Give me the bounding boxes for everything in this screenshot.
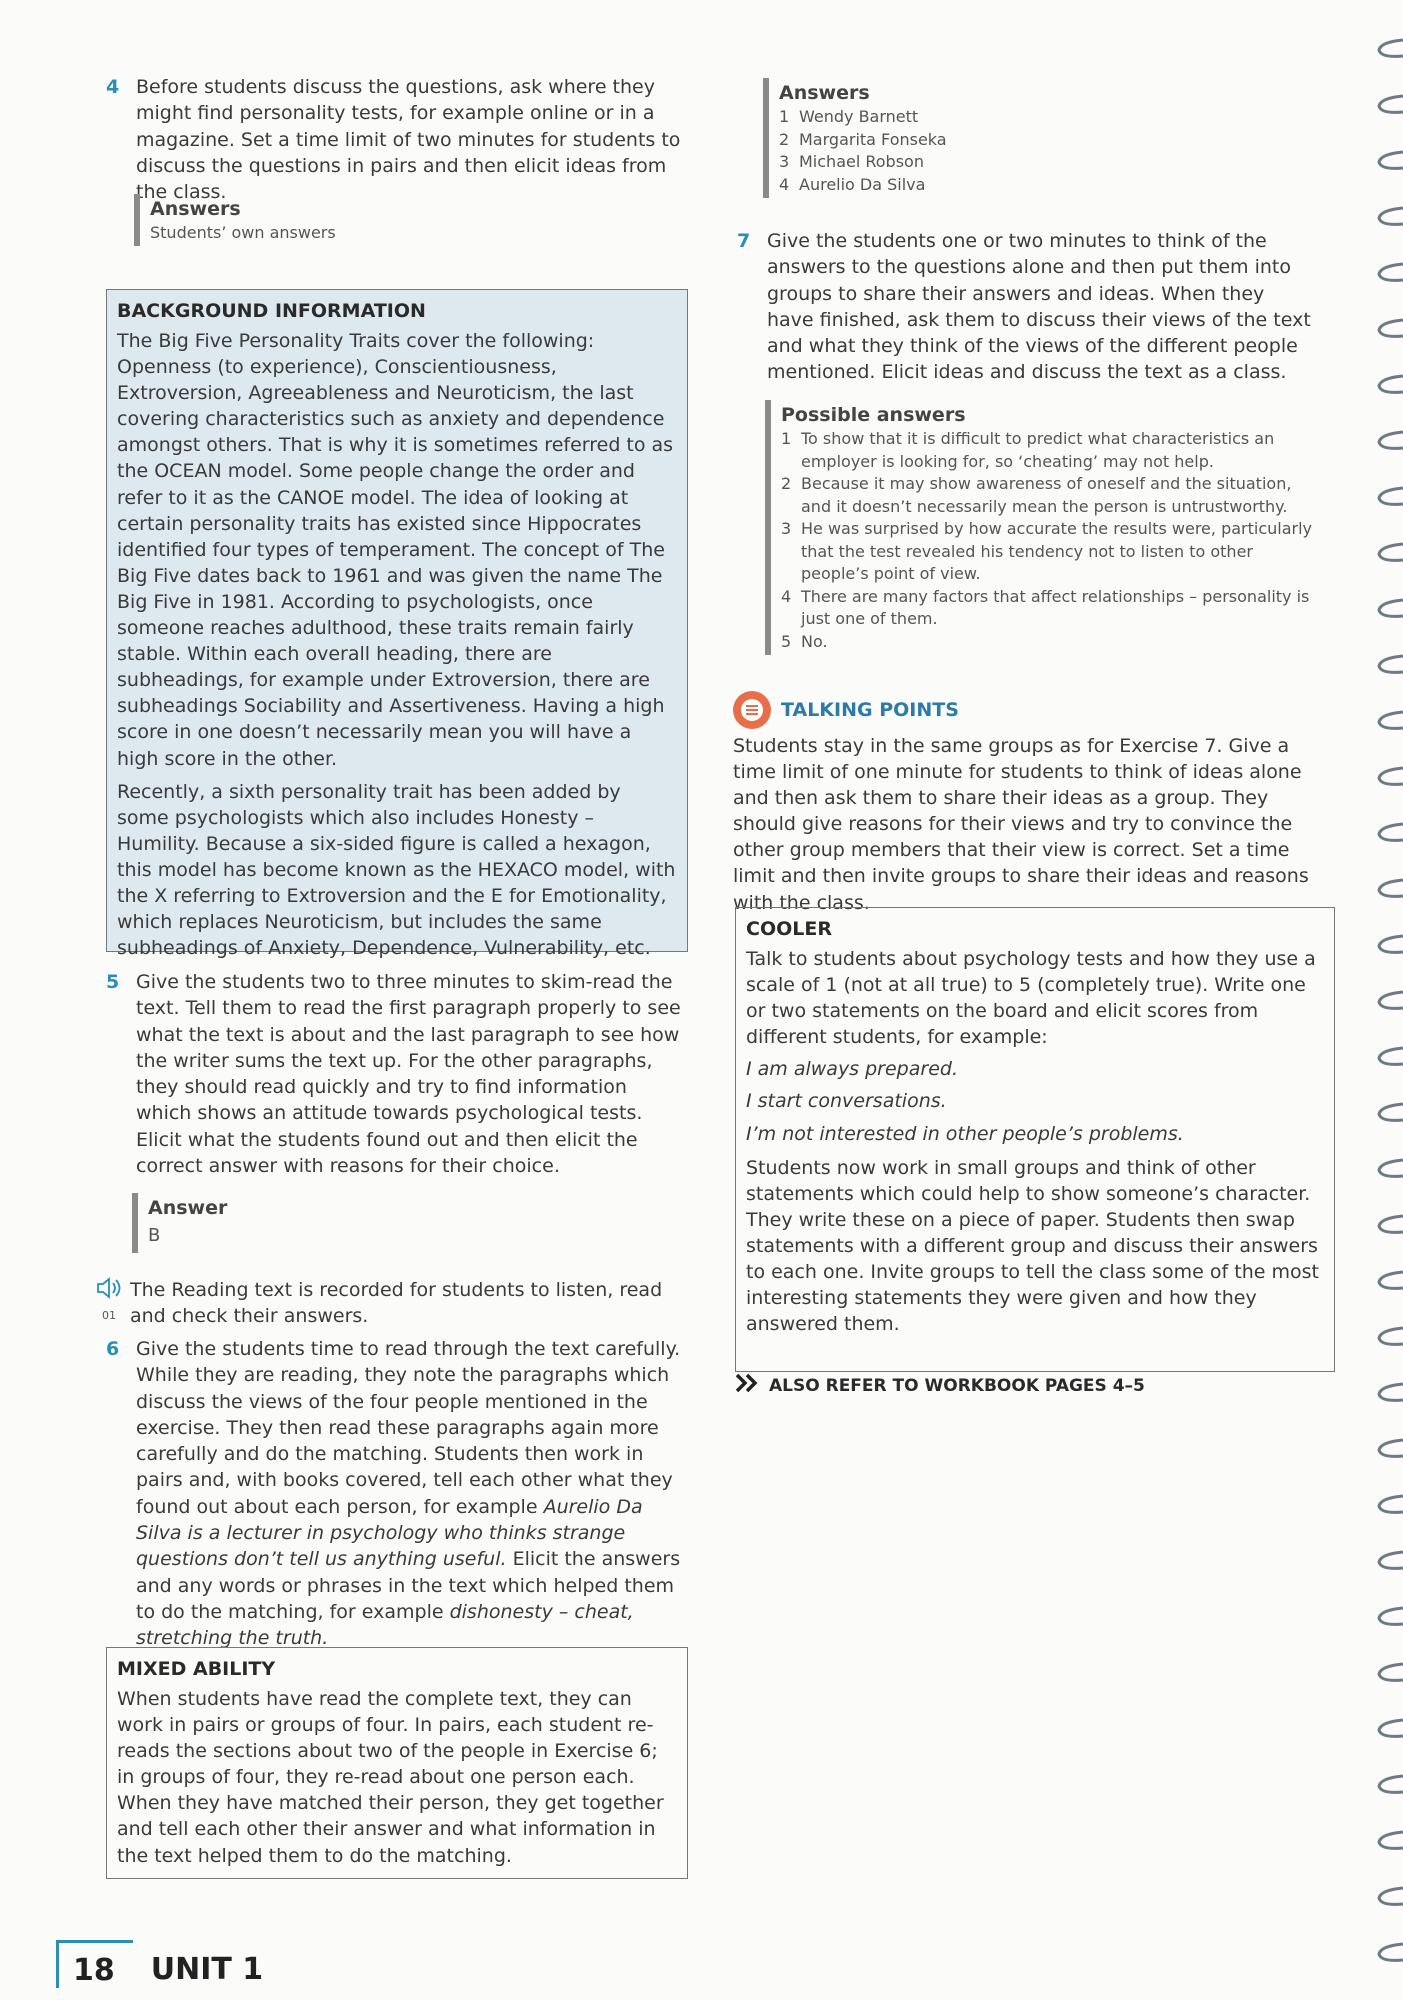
exercise-text: Before students discuss the questions, ask where they might find personality tests, for example online or in a magazine. Set a time limit of two minutes for students to discuss the questions in pairs and then elicit ideas from the class. [136, 76, 681, 204]
exercise-7 [733, 228, 1315, 386]
background-paragraph-1: The Big Five Personality Traits cover the following: Openness (to experience), Conscientiousness, Extroversion, Agreeableness and Neuroticism, the last covering characteristics such as anxiety and dependence amongst others. That is why it is sometimes referred to as the OCEAN model. Some people change the order and refer to it as the CANOE model. The idea of looking at certain personality traits has existed since Hippocrates identified four types of temperament. The concept of The Big Five dates back to 1961 and was given the name The Big Five in 1981. According to psychologists, once someone reaches adulthood, these traits remain fairly stable. Within each overall heading, there are subheadings, for example under Extroversion, there are subheadings Sociability and Assertiveness. Having a high score in one doesn’t necessarily mean you will have a high score in the other. [117, 330, 674, 770]
list-item: 3 Michael Robson [779, 152, 924, 171]
cooler-paragraph-2: Students now work in small groups and think of other statements which could help to show someone’s character. They write these on a piece of paper. Students then swap statements with a different group and discuss their answers to each one. Invite groups to tell the class some of the most interesting statements they were given and how they answered them. [746, 1156, 1319, 1336]
list-item: 4 There are many factors that affect relationships – personality is just one of them. [781, 586, 1310, 628]
spiral-binding-decoration [1372, 0, 1403, 2000]
list-item: 2 Because it may show awareness of oneself and the situation, and it doesn’t necessarily mean the person is untrustworthy. [781, 474, 1292, 516]
background-information-box [106, 289, 688, 960]
answers-box-ex4 [134, 194, 634, 246]
exercise-number: 5 [106, 971, 120, 993]
box-title: BACKGROUND INFORMATION [117, 300, 426, 322]
audio-note [96, 1277, 686, 1330]
answers-list [779, 106, 1163, 196]
list-item: 2 Margarita Fonseka [779, 129, 947, 149]
page-footer [56, 1940, 263, 1988]
speaker-icon [96, 1277, 130, 1330]
answer-box-ex5 [132, 1193, 532, 1253]
workbook-reference [735, 1373, 1235, 1398]
answers-box-ex6 [763, 78, 1163, 198]
list-item: 3 He was surprised by how accurate the results were, particularly that the test revealed his tendency not to listen to other people’s point of view. [781, 519, 1313, 583]
possible-answers-heading: Possible answers [781, 404, 966, 426]
exercise-text: Give the students time to read through the text carefully. While they are reading, they note the paragraphs which discuss the views of the four people mentioned in the exercise. They then read these paragraphs again more carefully and do the matching. Students then work in pairs and, with books covered, tell each other what they found out about each person, for example Aurelio Da Silva is a lecturer in psychology who thinks strange questions don’t tell us anything useful. Elicit the answers and any words or phrases in the text which helped them to do the matching, for example dishonesty – cheat, stretching the truth. [136, 1338, 681, 1650]
list-item: 1 Wendy Barnett [779, 107, 919, 126]
speech-bubble-icon [733, 691, 771, 729]
answer-heading: Answer [148, 1197, 228, 1219]
answer-body: B [148, 1225, 161, 1246]
exercise-5 [102, 969, 686, 1179]
answers-body: Students’ own answers [150, 223, 336, 242]
background-paragraph-2: Recently, a sixth personality trait has been added by some psychologists which also includes Honesty – Humility. Because a six-sided figure is called a hexagon, this model has become known as the HEXACO model, with the X referring to Extroversion and the E for Emotionality, which replaces Neuroticism, but includes the same subheadings of Anxiety, Dependence, Vulnerability, etc. [117, 780, 676, 960]
workbook-reference-text: ALSO REFER TO WORKBOOK PAGES 4–5 [769, 1375, 1145, 1396]
exercise-6 [102, 1336, 686, 1652]
unit-label: UNIT 1 [150, 1951, 264, 1987]
box-title: COOLER [746, 918, 832, 940]
talking-points-title: TALKING POINTS [781, 699, 959, 721]
exercise-text: Give the students two to three minutes to skim-read the text. Tell them to read the first paragraph properly to see what the text is about and the last paragraph to see how the writer sums the text up. For the other paragraphs, they should read quickly and try to find information which shows an attitude towards psychological tests. Elicit what the students found out and then elicit the correct answer with reasons for their choice. [136, 971, 681, 1178]
mixed-ability-text: When students have read the complete text, they can work in pairs or groups of four. In pairs, each student re-reads the sections about two of the people in Exercise 6; in groups of four, they re-read about one person each. When they have matched their person, they get together and tell each other their answer and what information in the text helped them to do the matching. [117, 1688, 664, 1867]
exercise-number: 7 [737, 230, 751, 252]
page-number: 18 [56, 1940, 133, 1988]
list-item: 4 Aurelio Da Silva [779, 174, 926, 194]
cooler-paragraph-1: Talk to students about psychology tests and how they use a scale of 1 (not at all true) to 5 (completely true). Write one or two statements on the board and elicit scores from different students, for example: [746, 948, 1316, 1049]
cooler-box [735, 907, 1335, 1372]
mixed-ability-box [106, 1647, 688, 1879]
audio-text: The Reading text is recorded for students to listen, read and check their answers. [130, 1279, 663, 1328]
talking-points-header [733, 691, 1315, 729]
statement-3: I’m not interested in other people’s problems. [746, 1122, 1184, 1145]
exercise-4 [102, 74, 686, 205]
statement-2: I start conversations. [746, 1090, 947, 1113]
answers-heading: Answers [150, 198, 241, 220]
exercise-number: 4 [106, 76, 120, 98]
box-title: MIXED ABILITY [117, 1658, 276, 1680]
exercise-text: Give the students one or two minutes to think of the answers to the questions alone and then put them into groups to share their answers and ideas. When they have finished, ask them to discuss their views of the text and what they think of the views of the different people mentioned. Elicit ideas and discuss the text as a class. [767, 230, 1311, 384]
talking-points-text: Students stay in the same groups as for Exercise 7. Give a time limit of one minute for students to think of ideas alone and then ask them to share their ideas as a group. They should give reasons for their views and try to convince the other group members that their view is correct. Set a time limit and then invite groups to share their ideas and reasons with the class. [733, 735, 1309, 914]
double-chevron-icon [735, 1373, 761, 1398]
list-item: 1 To show that it is difficult to predict what characteristics an employer is looking for, so ‘cheating’ may not help. [781, 429, 1275, 471]
possible-answers-list [781, 428, 1315, 653]
track-number: 01 [102, 1309, 116, 1322]
statement-1: I am always prepared. [746, 1058, 958, 1081]
list-item: 5 No. [781, 631, 828, 651]
talking-points-section [733, 691, 1315, 916]
exercise-number: 6 [106, 1338, 120, 1360]
possible-answers-box [765, 400, 1315, 655]
answers-heading: Answers [779, 82, 870, 104]
